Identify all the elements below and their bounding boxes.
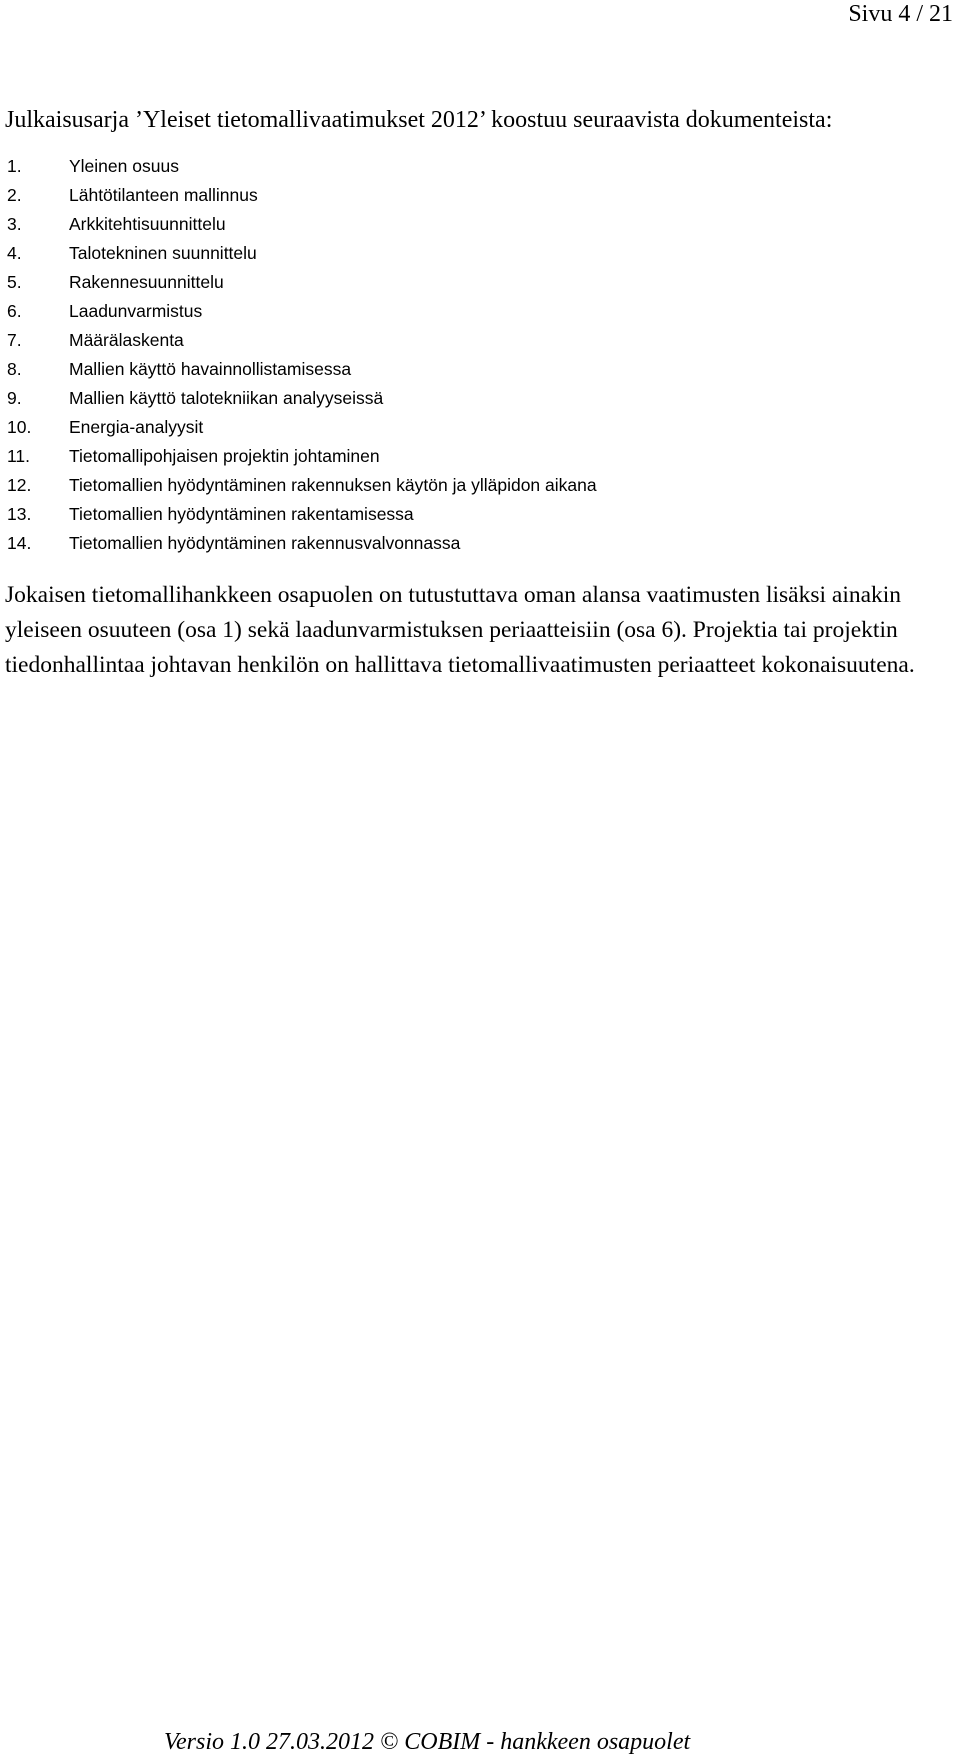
list-item bbox=[5, 471, 597, 500]
list-item bbox=[5, 326, 597, 355]
list-item bbox=[5, 297, 597, 326]
list-item-number: 12. bbox=[7, 475, 32, 495]
list-item bbox=[5, 152, 597, 181]
page-number: Sivu 4 / 21 bbox=[848, 1, 953, 27]
list-item bbox=[5, 500, 597, 529]
list-item bbox=[5, 181, 597, 210]
footer: Versio 1.0 27.03.2012 © COBIM - hankkeen osapuolet bbox=[164, 1729, 691, 1755]
list-item-title: Talotekninen suunnittelu bbox=[69, 243, 257, 263]
list-item-number: 8. bbox=[7, 359, 22, 379]
list-item bbox=[5, 210, 597, 239]
list-item-number: 3. bbox=[7, 214, 22, 234]
list-item-title: Yleinen osuus bbox=[69, 156, 179, 176]
list-item-title: Laadunvarmistus bbox=[69, 301, 203, 321]
list-item-title: Rakennesuunnittelu bbox=[69, 272, 224, 292]
list-item bbox=[5, 529, 597, 558]
list-item-number: 7. bbox=[7, 330, 22, 350]
list-item-number: 9. bbox=[7, 388, 22, 408]
list-item bbox=[5, 268, 597, 297]
list-item-number: 5. bbox=[7, 272, 22, 292]
list-item bbox=[5, 384, 597, 413]
list-item-number: 6. bbox=[7, 301, 22, 321]
document-list bbox=[5, 152, 597, 558]
list-item-number: 11. bbox=[7, 446, 31, 466]
list-item-number: 14. bbox=[7, 533, 32, 553]
list-item bbox=[5, 413, 597, 442]
list-item-title: Tietomallipohjaisen projektin johtaminen bbox=[69, 446, 380, 466]
list-item-number: 13. bbox=[7, 504, 32, 524]
list-item bbox=[5, 442, 597, 471]
list-item-title: Arkkitehtisuunnittelu bbox=[69, 214, 226, 234]
list-item bbox=[5, 239, 597, 268]
list-item-title: Tietomallien hyödyntäminen rakentamisessa bbox=[69, 504, 414, 524]
list-item-title: Määrälaskenta bbox=[69, 330, 184, 350]
list-item-title: Mallien käyttö havainnollistamisessa bbox=[69, 359, 352, 379]
intro-text: Julkaisusarja ’Yleiset tietomallivaatimukset 2012’ koostuu seuraavista dokumenteista: bbox=[5, 107, 833, 133]
list-item-title: Tietomallien hyödyntäminen rakennuksen käytön ja ylläpidon aikana bbox=[69, 475, 597, 495]
list-item bbox=[5, 355, 597, 384]
list-item-number: 4. bbox=[7, 243, 22, 263]
list-item-title: Mallien käyttö talotekniikan analyyseissä bbox=[69, 388, 384, 408]
list-item-number: 2. bbox=[7, 185, 22, 205]
body-paragraph: Jokaisen tietomallihankkeen osapuolen on tutustuttava oman alansa vaatimusten lisäksi ainakin yleiseen osuuteen (osa 1) sekä laadunvarmistuksen periaatteisiin (osa 6). Projektia tai projektin tiedonhallintaa johtavan henkilön on hallittava tietomallivaatimusten periaatteet kokonaisuutena. bbox=[5, 582, 915, 678]
list-item-number: 1. bbox=[7, 156, 22, 176]
list-item-number: 10. bbox=[7, 417, 32, 437]
list-item-title: Lähtötilanteen mallinnus bbox=[69, 185, 258, 205]
list-item-title: Tietomallien hyödyntäminen rakennusvalvonnassa bbox=[69, 533, 461, 553]
list-item-title: Energia-analyysit bbox=[69, 417, 204, 437]
